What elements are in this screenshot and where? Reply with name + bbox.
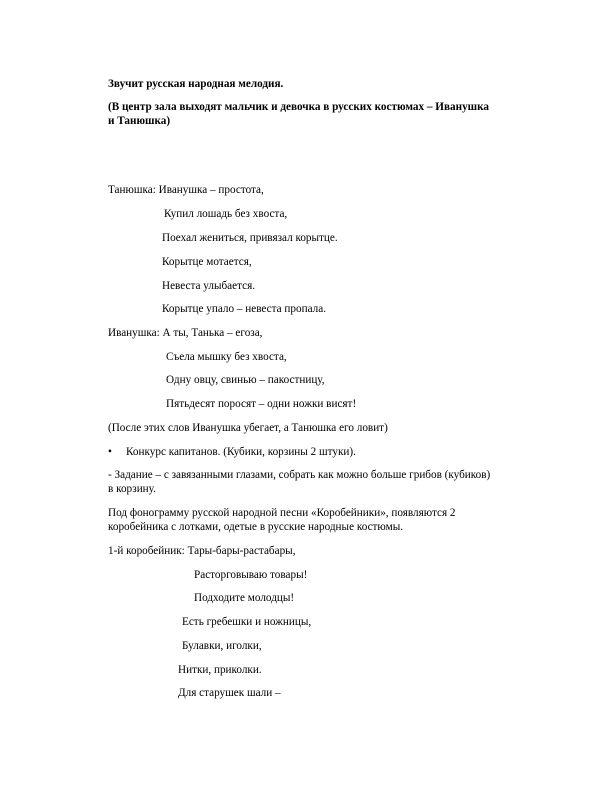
task-line: - Задание – с завязанными глазами, собрать как можно больше грибов (кубиков) [108,469,491,481]
stage-note: (После этих слов Иванушка убегает, а Танюшка его ловит) [108,422,388,434]
bullet-text: Конкурс капитанов. (Кубики, корзины 2 штуки). [126,446,356,458]
verse-line: Корытце мотается, [162,256,252,268]
verse-line: Съела мышку без хвоста, [166,351,287,363]
verse-line: Для старушек шали – [178,687,281,699]
phonogram-line: Под фонограмму русской народной песни «Коробейники», появляются 2 [108,507,456,519]
heading-line: Звучит русская народная мелодия. [108,78,284,90]
ivanushka-speaker-line: Иванушка: А ты, Танька – егоза, [108,327,263,339]
verse-line: Подходите молодцы! [194,592,295,604]
heading-stage-direction: (В центр зала выходят мальчик и девочка в русских костюмах – Иванушка [108,101,489,113]
heading-stage-direction-cont: и Танюшка) [108,115,171,127]
peddler-speaker-line: 1-й коробейник: Тары-бары-растабары, [108,545,296,557]
bullet-item [108,445,112,459]
verse-line: Одну овцу, свинью – пакостницу, [166,374,325,386]
task-line-cont: в корзину. [108,483,156,495]
phonogram-line-cont: коробейника с лотками, одетые в русские народные костюмы. [108,521,404,533]
tanyushka-speaker-line: Танюшка: Иванушка – простота, [108,184,264,196]
verse-line: Невеста улыбается. [162,280,256,292]
verse-line: Пятьдесят поросят – одни ножки висят! [166,398,357,410]
bullet-icon: • [108,446,112,458]
verse-line: Поехал жениться, привязал корытце. [162,232,338,244]
verse-line: Купил лошадь без хвоста, [164,208,288,220]
verse-line: Корытце упало – невеста пропала. [162,303,326,315]
verse-line: Булавки, иголки, [182,640,262,652]
verse-line: Расторговываю товары! [194,569,308,581]
verse-line: Есть гребешки и ножницы, [182,616,312,628]
verse-line: Нитки, приколки. [178,664,262,676]
